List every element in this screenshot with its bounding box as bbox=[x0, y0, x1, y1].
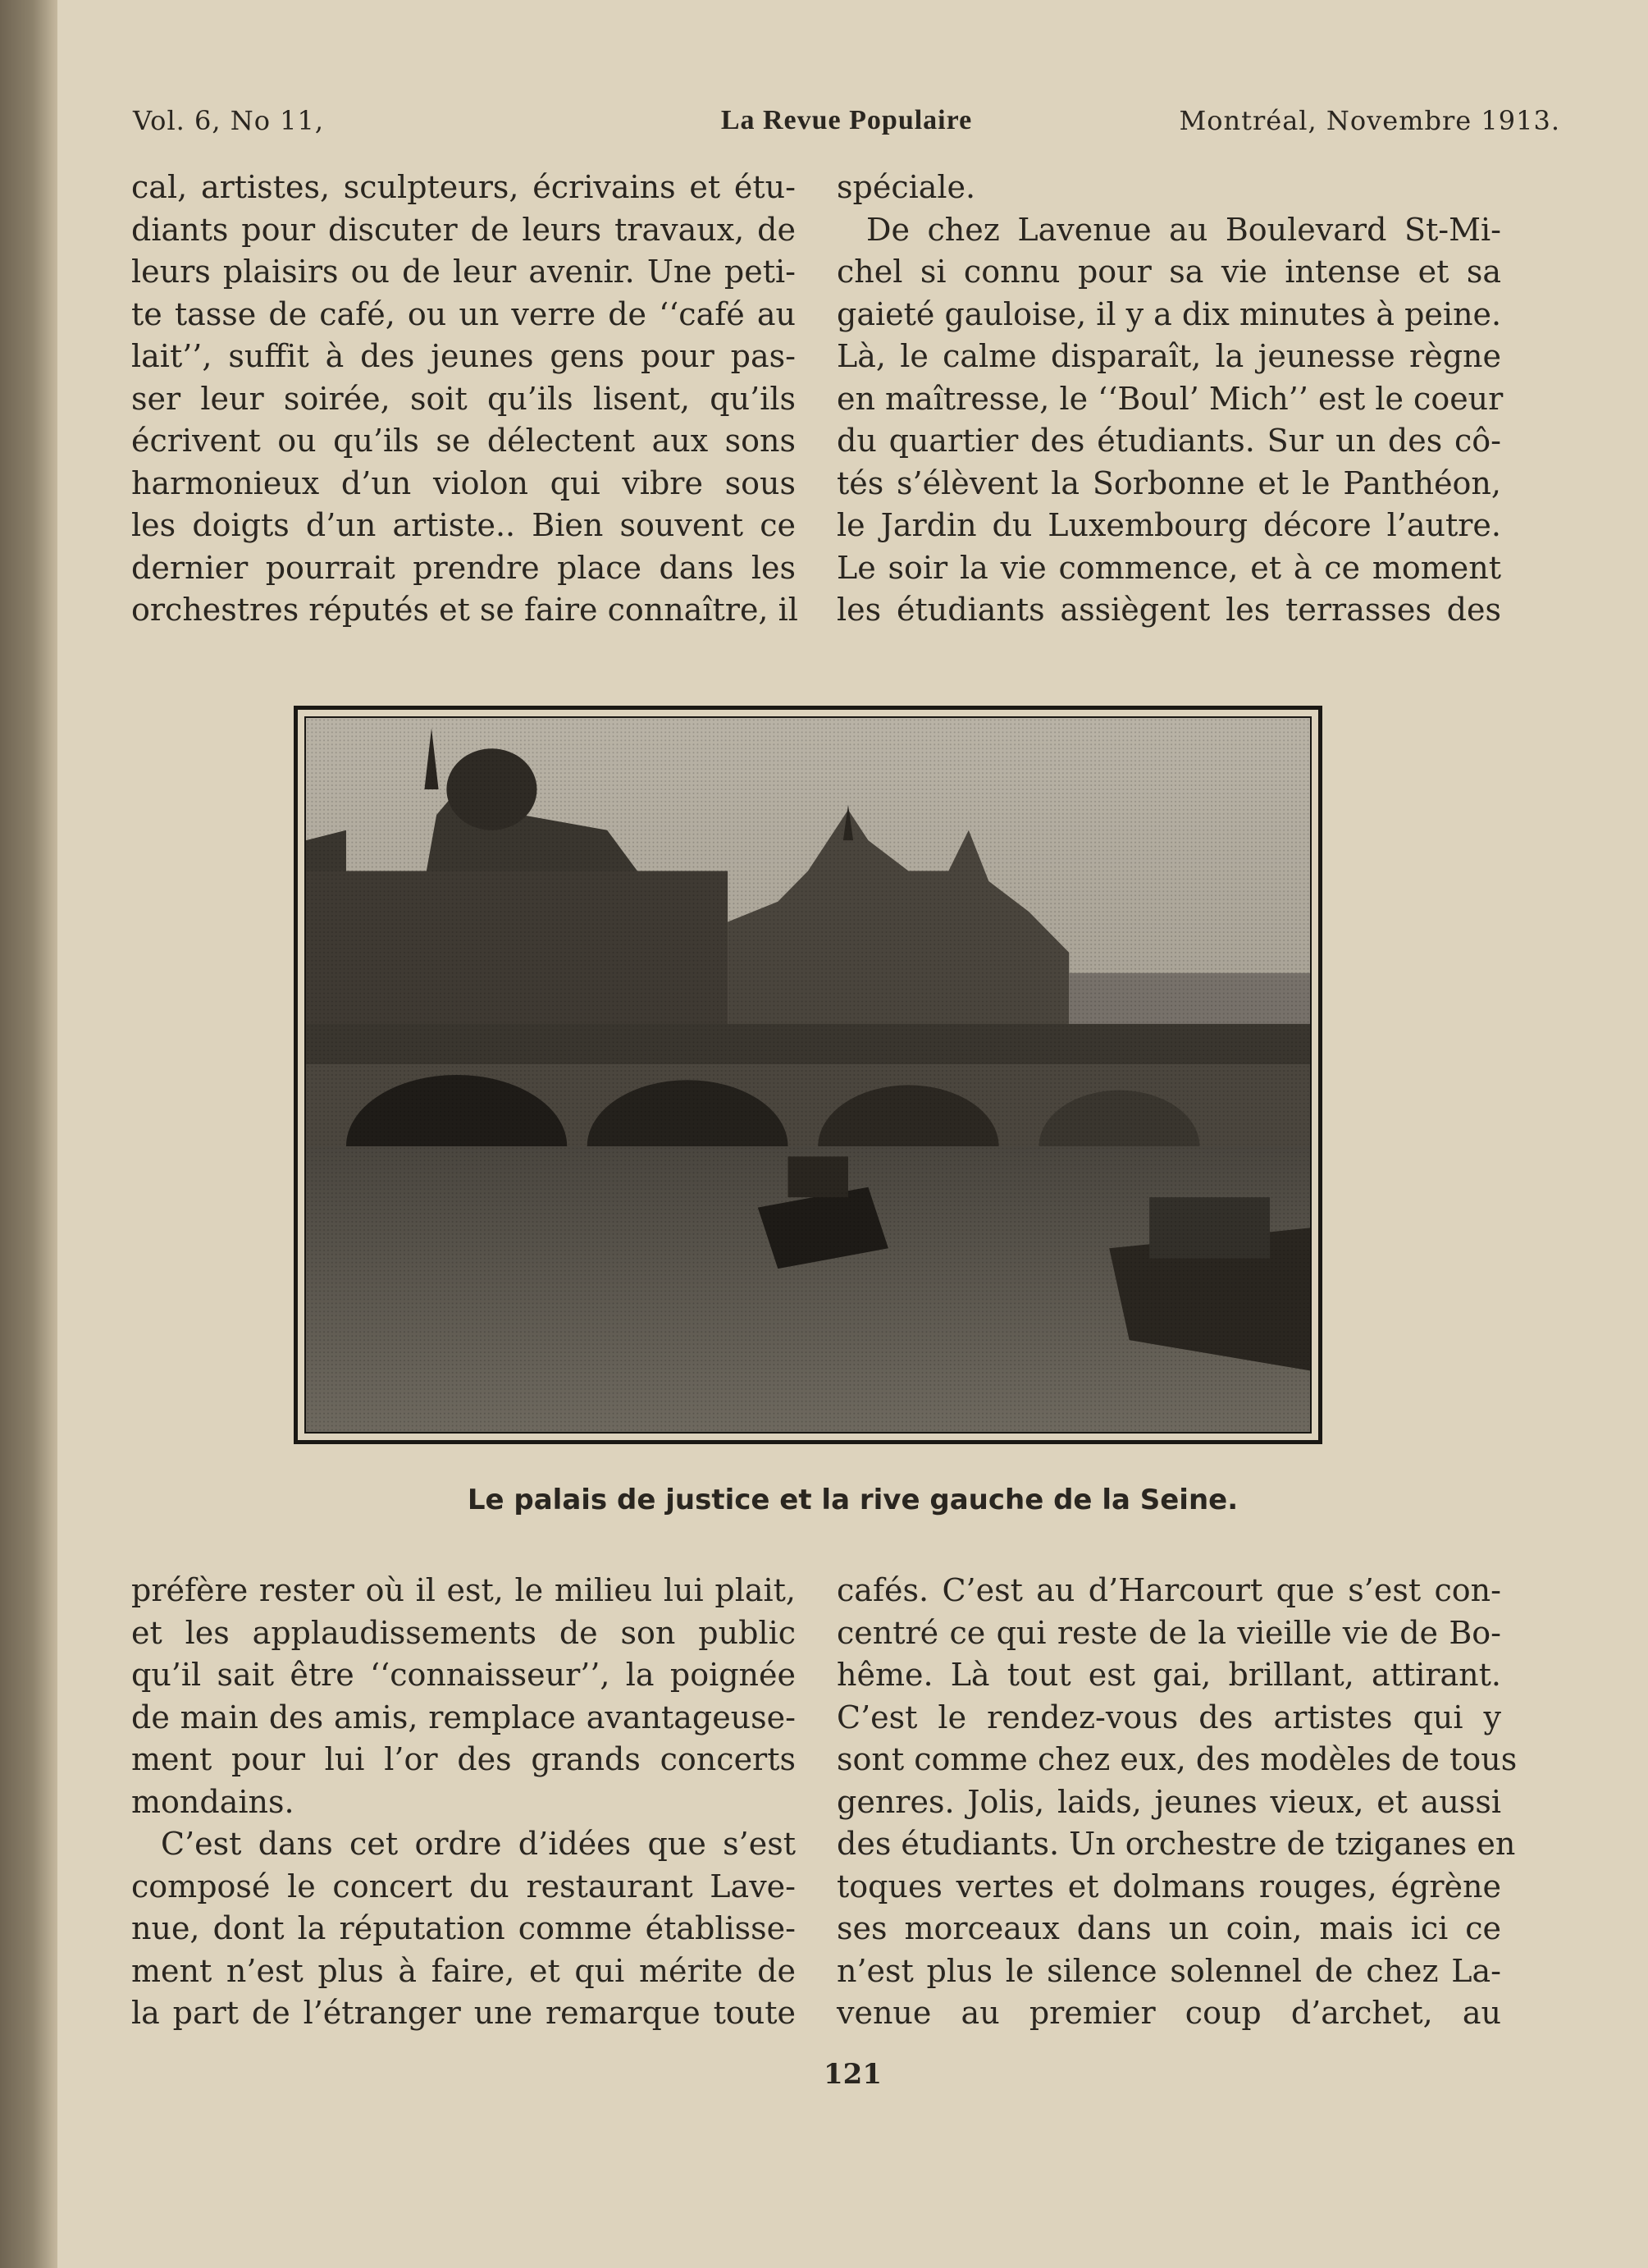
text-line: lait’’, suffit à des jeunes gens pour pas- bbox=[131, 338, 796, 374]
text-line: spéciale. bbox=[837, 169, 976, 205]
text-line: C’est le rendez-vous des artistes qui y bbox=[837, 1699, 1501, 1735]
text-line: de main des amis, remplace avantageuse- bbox=[131, 1699, 796, 1735]
text-line: C’est dans cet ordre d’idées que s’est bbox=[161, 1826, 796, 1862]
text-line: dernier pourrait prendre place dans les bbox=[131, 549, 796, 586]
seine-bridge-illustration bbox=[306, 718, 1310, 1432]
text-line: la part de l’étranger une remarque toute bbox=[131, 1995, 796, 2031]
text-line: diants pour discuter de leurs travaux, de bbox=[131, 211, 796, 248]
text-line: Là, le calme disparaît, la jeunesse règne bbox=[837, 338, 1501, 374]
photo-frame bbox=[294, 706, 1322, 1444]
text-line: les doigts d’un artiste.. Bien souvent ce bbox=[131, 507, 796, 543]
text-line: ment pour lui l’or des grands concerts bbox=[131, 1741, 796, 1777]
text-line: te tasse de café, ou un verre de ‘‘café au bbox=[131, 295, 796, 332]
text-line: leurs plaisirs ou de leur avenir. Une peti- bbox=[131, 254, 796, 290]
place-date: Montréal, Novembre 1913. bbox=[1179, 105, 1560, 136]
text-line: toques vertes et dolmans rouges, égrène bbox=[837, 1868, 1501, 1904]
text-line: le Jardin du Luxembourg décore l’autre. bbox=[837, 507, 1501, 543]
column-bottom-left bbox=[131, 1570, 796, 2035]
text-line: qu’il sait être ‘‘connaisseur’’, la poignée bbox=[131, 1657, 796, 1693]
text-line: De chez Lavenue au Boulevard St-Mi- bbox=[866, 211, 1501, 248]
page-number: 121 bbox=[824, 2058, 882, 2091]
text-line: sont comme chez eux, des modèles de tous bbox=[837, 1741, 1518, 1777]
text-line: n’est plus le silence solennel de chez La- bbox=[837, 1952, 1501, 1989]
text-line: Le soir la vie commence, et à ce moment bbox=[837, 549, 1501, 586]
text-line: tés s’élèvent la Sorbonne et le Panthéon, bbox=[837, 464, 1501, 501]
column-top-left bbox=[131, 167, 796, 632]
text-line: en maîtresse, le ‘‘Boul’ Mich’’ est le coeur bbox=[837, 380, 1504, 417]
text-line: genres. Jolis, laids, jeunes vieux, et aussi bbox=[837, 1783, 1501, 1820]
text-line: écrivent ou qu’ils se délectent aux sons bbox=[131, 423, 796, 459]
volume-issue: Vol. 6, No 11, bbox=[133, 105, 325, 136]
figure-caption: Le palais de justice et la rive gauche de la Seine. bbox=[467, 1484, 1239, 1516]
halftone-photograph bbox=[304, 716, 1312, 1434]
text-line: hême. Là tout est gai, brillant, attirant. bbox=[837, 1657, 1501, 1693]
text-line: du quartier des étudiants. Sur un des cô- bbox=[837, 423, 1501, 459]
text-line: préfère rester où il est, le milieu lui plait, bbox=[131, 1572, 796, 1608]
text-line: harmonieux d’un violon qui vibre sous bbox=[131, 464, 796, 501]
text-line: ser leur soirée, soit qu’ils lisent, qu’ils bbox=[131, 380, 796, 417]
text-line: gaieté gauloise, il y a dix minutes à peine. bbox=[837, 295, 1502, 332]
text-line: orchestres réputés et se faire connaître, il bbox=[131, 592, 798, 628]
text-line: cal, artistes, sculpteurs, écrivains et étu- bbox=[131, 169, 796, 205]
text-line: ment n’est plus à faire, et qui mérite de bbox=[131, 1952, 796, 1989]
magazine-page bbox=[57, 0, 1648, 2268]
text-line: mondains. bbox=[131, 1783, 294, 1820]
text-line: composé le concert du restaurant Lave- bbox=[131, 1868, 796, 1904]
text-line: venue au premier coup d’archet, au bbox=[837, 1995, 1501, 2031]
text-line: ses morceaux dans un coin, mais ici ce bbox=[837, 1910, 1501, 1946]
book-spine-shadow bbox=[0, 0, 57, 2268]
text-line: les étudiants assiègent les terrasses des bbox=[837, 592, 1501, 628]
column-bottom-right bbox=[837, 1570, 1518, 2035]
running-head bbox=[133, 105, 1560, 146]
column-top-right bbox=[837, 167, 1504, 632]
text-line: centré ce qui reste de la vieille vie de Bo- bbox=[837, 1614, 1501, 1651]
text-line: des étudiants. Un orchestre de tziganes en bbox=[837, 1826, 1516, 1862]
journal-title: La Revue Populaire bbox=[720, 105, 973, 135]
text-line: chel si connu pour sa vie intense et sa bbox=[837, 254, 1501, 290]
text-line: nue, dont la réputation comme établisse- bbox=[131, 1910, 796, 1946]
text-line: et les applaudissements de son public bbox=[131, 1614, 796, 1651]
text-line: cafés. C’est au d’Harcourt que s’est con- bbox=[837, 1572, 1501, 1608]
